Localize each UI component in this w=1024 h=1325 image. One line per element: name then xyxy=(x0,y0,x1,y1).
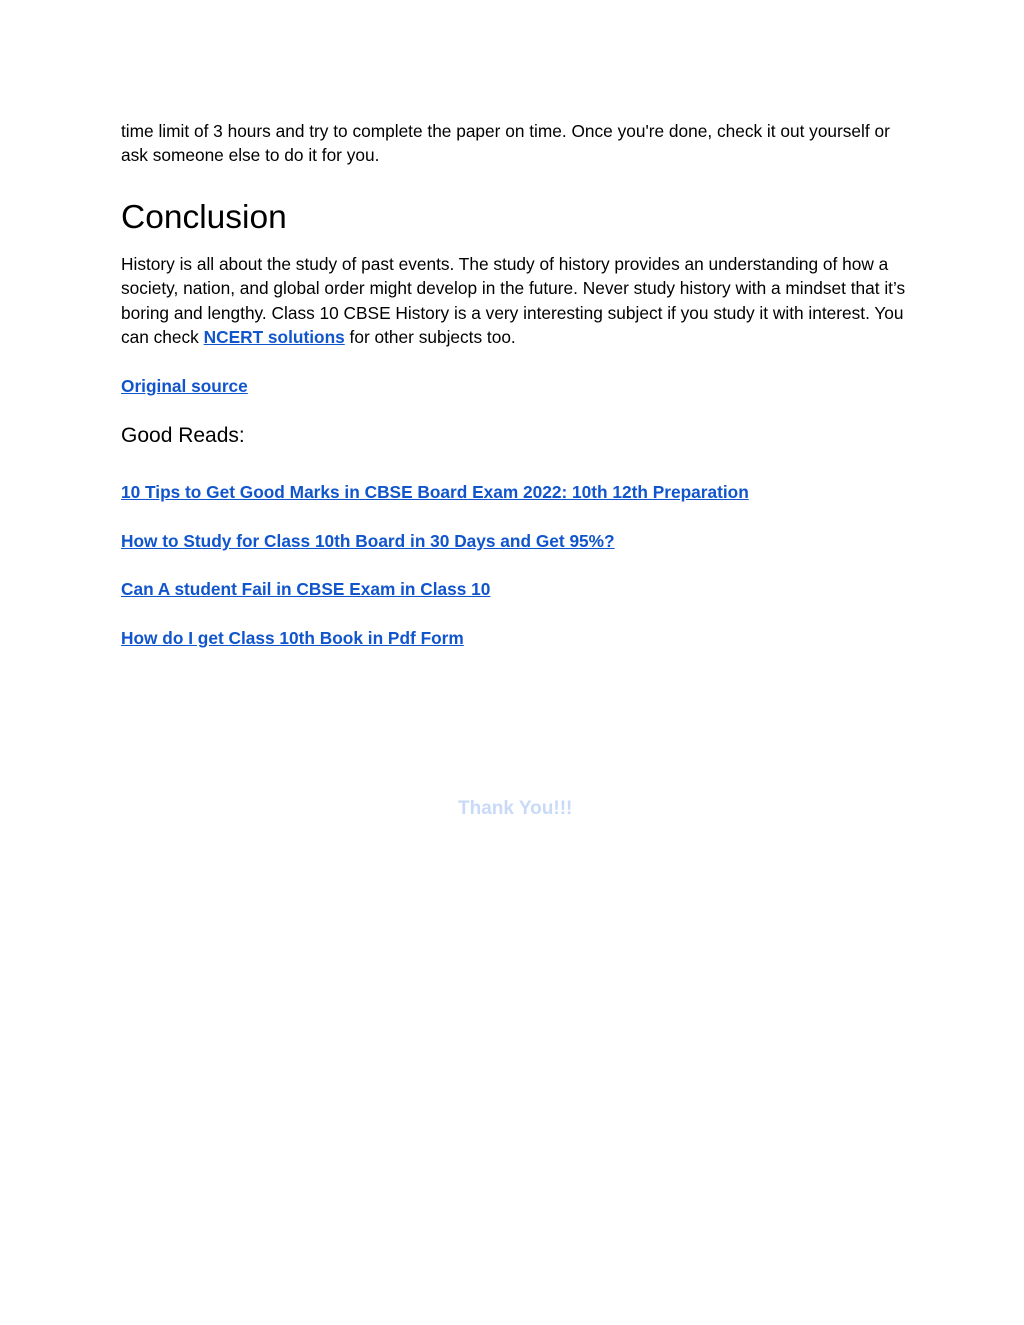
source-line xyxy=(121,374,248,398)
good-read-item xyxy=(121,626,464,650)
ncert-solutions-link[interactable]: NCERT solutions xyxy=(203,327,345,348)
thank-you-text: Thank You!!! xyxy=(458,798,573,819)
good-read-item xyxy=(121,577,490,601)
good-read-item xyxy=(121,529,615,553)
conclusion-heading: Conclusion xyxy=(121,199,287,236)
original-source-link[interactable]: Original source xyxy=(121,376,248,396)
good-read-link-cbse-tips[interactable]: 10 Tips to Get Good Marks in CBSE Board Exam 2022: 10th 12th Preparation xyxy=(121,482,749,502)
conclusion-paragraph xyxy=(121,252,911,350)
good-read-link-fail-exam[interactable]: Can A student Fail in CBSE Exam in Class 10 xyxy=(121,579,491,599)
good-reads-heading: Good Reads: xyxy=(121,424,245,447)
intro-paragraph: time limit of 3 hours and try to complete the paper on time. Once you're done, check it out yourself or ask someone else to do it for you. xyxy=(121,121,890,166)
good-read-item xyxy=(121,480,749,504)
good-read-link-30-days[interactable]: How to Study for Class 10th Board in 30 Days and Get 95%? xyxy=(121,531,615,551)
good-read-link-pdf-book[interactable]: How do I get Class 10th Book in Pdf Form xyxy=(121,628,464,648)
conclusion-text-start: History is all about the study of past events. The study of history provides an understanding of how a society, nation, and global order might develop in the future. Never study history with a mindset that it’s boring and lengthy. Class 10 CBSE History is a very interesting subject if you study it with interest. You can check xyxy=(121,254,906,348)
conclusion-text-end: for other subjects too. xyxy=(344,327,516,348)
